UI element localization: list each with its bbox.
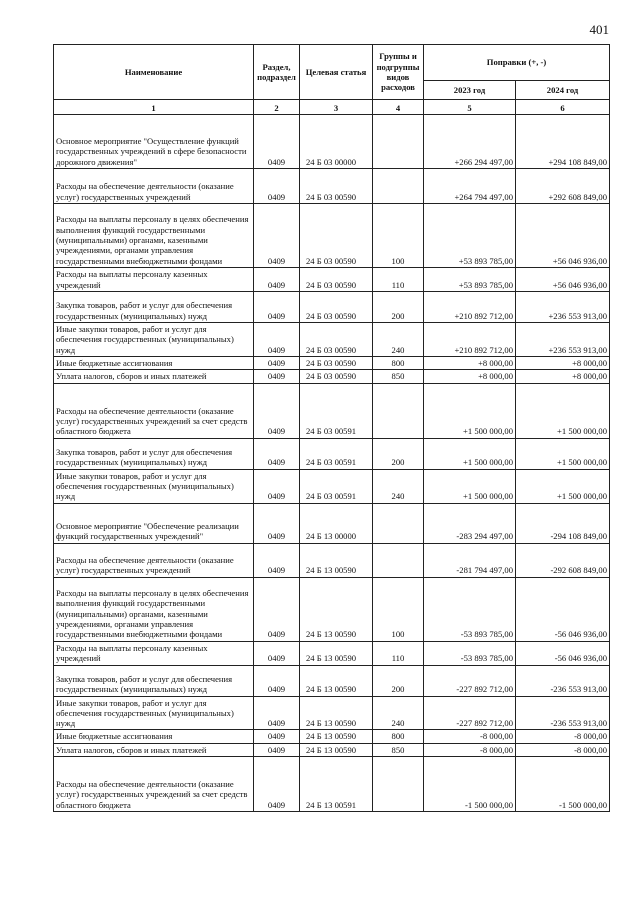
row-expense-group: 110 [373,641,424,665]
table-row [54,204,610,268]
row-amendment-2024: +292 608 849,00 [516,169,610,204]
row-amendment-2024: -292 608 849,00 [516,543,610,577]
row-expense-group: 850 [373,743,424,756]
header-name: Наименование [54,45,254,100]
row-expense-group: 200 [373,292,424,323]
row-amendment-2024: +8 000,00 [516,370,610,383]
table-row [54,696,610,730]
table-row [54,115,610,169]
row-target-article: 24 Б 03 00590 [300,204,373,268]
row-name: Закупка товаров, работ и услуг для обеспечения государственных (муниципальных) нужд [54,438,254,469]
row-name: Уплата налогов, сборов и иных платежей [54,743,254,756]
row-amendment-2023: -281 794 497,00 [424,543,516,577]
row-name: Иные закупки товаров, работ и услуг для обеспечения государственных (муниципальных) нужд [54,696,254,730]
row-target-article: 24 Б 03 00590 [300,169,373,204]
row-amendment-2023: +264 794 497,00 [424,169,516,204]
row-section-code: 0409 [254,370,300,383]
row-amendment-2023: -283 294 497,00 [424,503,516,543]
row-amendment-2023: +8 000,00 [424,356,516,369]
table-row [54,370,610,383]
row-amendment-2023: +266 294 497,00 [424,115,516,169]
row-section-code: 0409 [254,268,300,292]
row-expense-group [373,503,424,543]
column-numbers-row [54,100,610,115]
row-section-code: 0409 [254,641,300,665]
row-amendment-2023: -8 000,00 [424,730,516,743]
row-name: Основное мероприятие "Обеспечение реализации функций государственных учреждений" [54,503,254,543]
row-amendment-2023: -1 500 000,00 [424,757,516,812]
row-amendment-2024: +8 000,00 [516,356,610,369]
row-amendment-2023: +1 500 000,00 [424,383,516,438]
row-name: Расходы на обеспечение деятельности (оказание услуг) государственных учреждений [54,543,254,577]
row-amendment-2023: -227 892 712,00 [424,696,516,730]
row-target-article: 24 Б 03 00591 [300,469,373,503]
row-name: Закупка товаров, работ и услуг для обеспечения государственных (муниципальных) нужд [54,665,254,696]
row-target-article: 24 Б 13 00591 [300,757,373,812]
row-target-article: 24 Б 03 00590 [300,323,373,357]
row-section-code: 0409 [254,577,300,641]
table-row [54,383,610,438]
row-amendment-2023: +210 892 712,00 [424,323,516,357]
table-row [54,743,610,756]
row-amendment-2024: +56 046 936,00 [516,268,610,292]
header-year-2023: 2023 год [424,81,516,100]
row-name: Закупка товаров, работ и услуг для обеспечения государственных (муниципальных) нужд [54,292,254,323]
row-name: Иные закупки товаров, работ и услуг для обеспечения государственных (муниципальных) нужд [54,323,254,357]
row-amendment-2024: +294 108 849,00 [516,115,610,169]
row-name: Расходы на обеспечение деятельности (оказание услуг) государственных учреждений [54,169,254,204]
header-section: Раздел, подраздел [254,45,300,100]
row-expense-group: 800 [373,356,424,369]
header-year-2024: 2024 год [516,81,610,100]
row-section-code: 0409 [254,469,300,503]
row-section-code: 0409 [254,356,300,369]
row-section-code: 0409 [254,696,300,730]
row-amendment-2023: -8 000,00 [424,743,516,756]
row-section-code: 0409 [254,438,300,469]
row-expense-group: 800 [373,730,424,743]
row-name: Расходы на выплаты персоналу в целях обеспечения выполнения функций государственными (муниципальными) органами, казенными учреждениями, органами управления государственными внебюджетными фондами [54,577,254,641]
row-expense-group: 110 [373,268,424,292]
row-target-article: 24 Б 03 00590 [300,356,373,369]
row-target-article: 24 Б 13 00590 [300,696,373,730]
row-amendment-2024: -236 553 913,00 [516,665,610,696]
row-name: Уплата налогов, сборов и иных платежей [54,370,254,383]
row-section-code: 0409 [254,292,300,323]
row-amendment-2024: +236 553 913,00 [516,292,610,323]
row-amendment-2024: -8 000,00 [516,730,610,743]
row-target-article: 24 Б 13 00590 [300,665,373,696]
row-target-article: 24 Б 03 00591 [300,438,373,469]
row-name: Основное мероприятие "Осуществление функций государственных учреждений в сфере безопасности дорожного движения" [54,115,254,169]
row-amendment-2024: +1 500 000,00 [516,438,610,469]
row-name: Расходы на выплаты персоналу в целях обеспечения выполнения функций государственными (муниципальными) органами, казенными учреждениями, органами управления государственными внебюджетными фондами [54,204,254,268]
table-row [54,503,610,543]
row-expense-group: 240 [373,469,424,503]
row-amendment-2024: -56 046 936,00 [516,641,610,665]
row-name: Иные бюджетные ассигнования [54,730,254,743]
row-amendment-2023: +53 893 785,00 [424,268,516,292]
row-name: Иные закупки товаров, работ и услуг для обеспечения государственных (муниципальных) нужд [54,469,254,503]
table-row [54,356,610,369]
table-row [54,323,610,357]
row-expense-group [373,383,424,438]
row-amendment-2023: -53 893 785,00 [424,577,516,641]
column-number: 5 [424,100,516,115]
row-section-code: 0409 [254,115,300,169]
budget-amendments-table [53,44,610,812]
row-expense-group: 240 [373,696,424,730]
table-row [54,169,610,204]
table-row [54,292,610,323]
row-expense-group [373,543,424,577]
row-expense-group: 200 [373,438,424,469]
row-section-code: 0409 [254,383,300,438]
row-target-article: 24 Б 03 00590 [300,370,373,383]
table-row [54,268,610,292]
table-row [54,543,610,577]
row-target-article: 24 Б 13 00590 [300,743,373,756]
row-amendment-2024: -294 108 849,00 [516,503,610,543]
row-name: Расходы на обеспечение деятельности (оказание услуг) государственных учреждений за счет средств областного бюджета [54,383,254,438]
row-section-code: 0409 [254,503,300,543]
row-section-code: 0409 [254,665,300,696]
row-amendment-2024: +56 046 936,00 [516,204,610,268]
row-amendment-2023: +1 500 000,00 [424,438,516,469]
row-amendment-2024: +1 500 000,00 [516,469,610,503]
row-expense-group [373,169,424,204]
row-section-code: 0409 [254,323,300,357]
row-expense-group: 200 [373,665,424,696]
row-expense-group: 850 [373,370,424,383]
row-amendment-2024: -236 553 913,00 [516,696,610,730]
row-target-article: 24 Б 03 00590 [300,292,373,323]
table-row [54,665,610,696]
row-target-article: 24 Б 13 00590 [300,730,373,743]
row-expense-group: 240 [373,323,424,357]
row-amendment-2023: +8 000,00 [424,370,516,383]
table-row [54,438,610,469]
row-amendment-2024: -56 046 936,00 [516,577,610,641]
header-article: Целевая статья [300,45,373,100]
row-amendment-2024: -8 000,00 [516,743,610,756]
row-amendment-2023: +53 893 785,00 [424,204,516,268]
row-target-article: 24 Б 03 00591 [300,383,373,438]
row-target-article: 24 Б 13 00590 [300,577,373,641]
header-groups: Группы и подгруппы видов расходов [373,45,424,100]
row-amendment-2024: +236 553 913,00 [516,323,610,357]
row-amendment-2023: -227 892 712,00 [424,665,516,696]
row-amendment-2024: +1 500 000,00 [516,383,610,438]
row-target-article: 24 Б 13 00590 [300,543,373,577]
row-target-article: 24 Б 13 00000 [300,503,373,543]
table-row [54,577,610,641]
row-target-article: 24 Б 03 00000 [300,115,373,169]
row-section-code: 0409 [254,730,300,743]
row-expense-group: 100 [373,204,424,268]
row-section-code: 0409 [254,204,300,268]
column-number: 6 [516,100,610,115]
column-number: 1 [54,100,254,115]
row-section-code: 0409 [254,543,300,577]
table-row [54,641,610,665]
table-body [54,115,610,812]
column-number: 2 [254,100,300,115]
row-name: Расходы на выплаты персоналу казенных учреждений [54,641,254,665]
header-amendments: Поправки (+, -) [424,45,610,81]
page-number: 401 [589,22,609,37]
row-section-code: 0409 [254,169,300,204]
row-target-article: 24 Б 13 00590 [300,641,373,665]
row-name: Расходы на обеспечение деятельности (оказание услуг) государственных учреждений за счет средств областного бюджета [54,757,254,812]
table-header [54,45,610,115]
row-section-code: 0409 [254,757,300,812]
row-target-article: 24 Б 03 00590 [300,268,373,292]
column-number: 3 [300,100,373,115]
row-section-code: 0409 [254,743,300,756]
row-name: Расходы на выплаты персоналу казенных учреждений [54,268,254,292]
row-amendment-2024: -1 500 000,00 [516,757,610,812]
table-row [54,757,610,812]
row-amendment-2023: +210 892 712,00 [424,292,516,323]
row-expense-group [373,757,424,812]
table-row [54,469,610,503]
row-expense-group: 100 [373,577,424,641]
row-amendment-2023: -53 893 785,00 [424,641,516,665]
row-name: Иные бюджетные ассигнования [54,356,254,369]
row-expense-group [373,115,424,169]
row-amendment-2023: +1 500 000,00 [424,469,516,503]
table-row [54,730,610,743]
column-number: 4 [373,100,424,115]
